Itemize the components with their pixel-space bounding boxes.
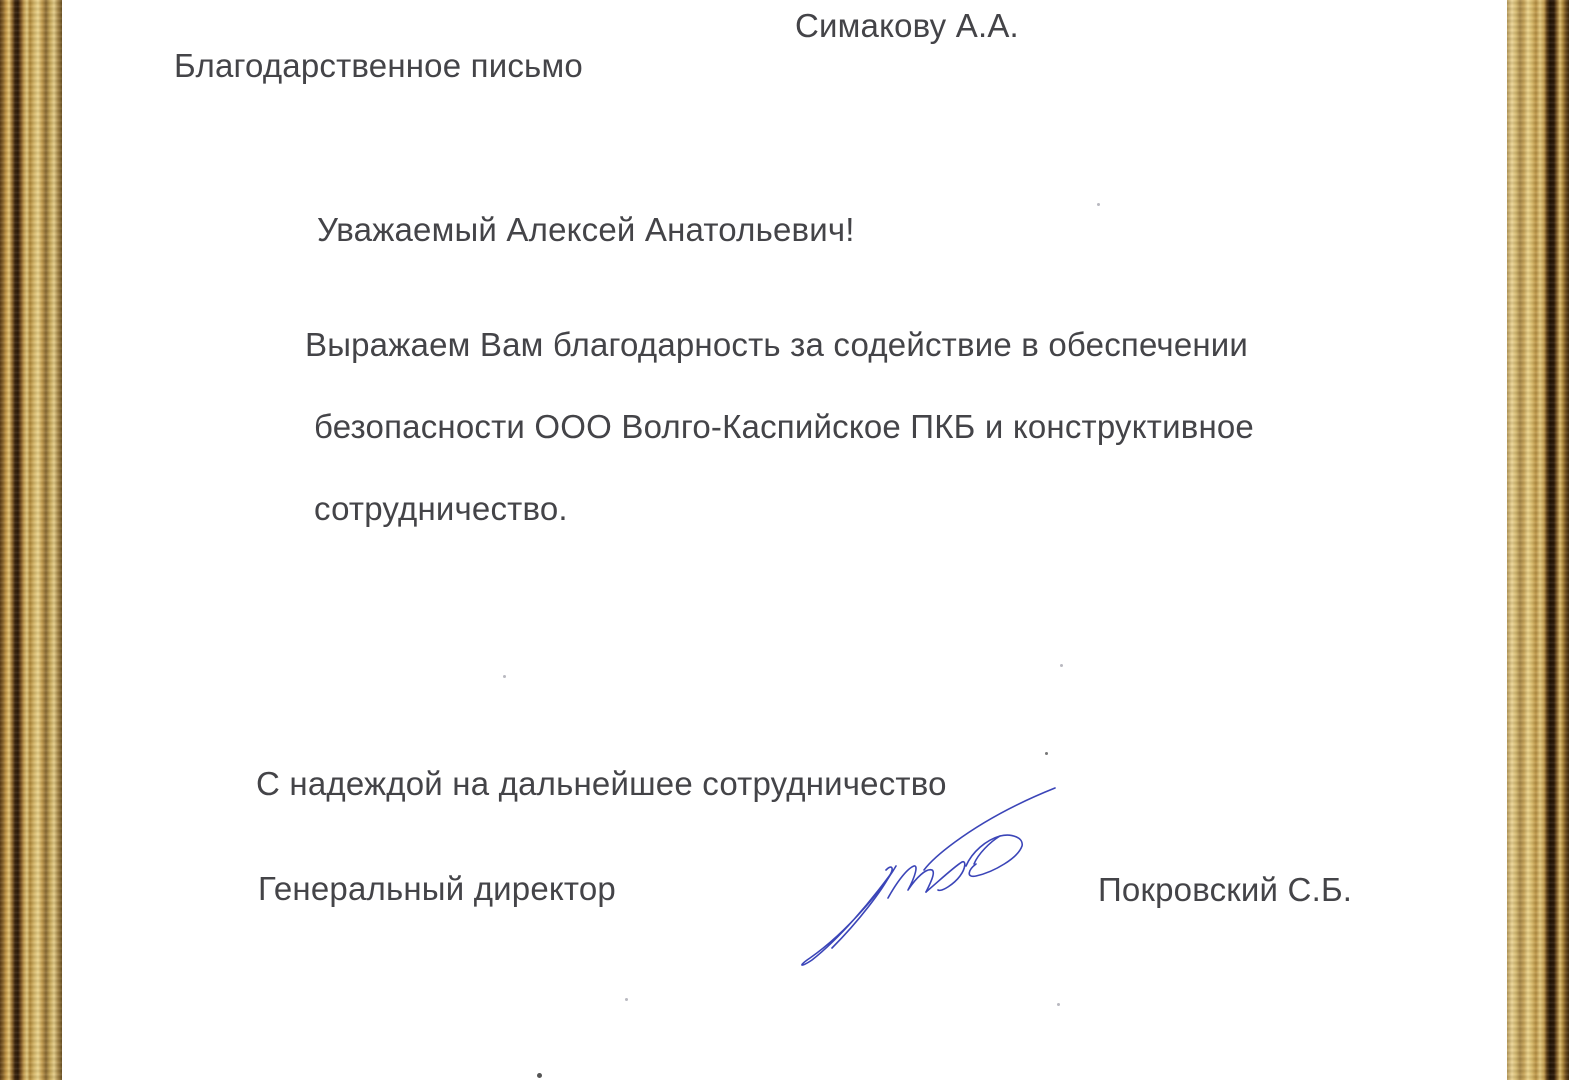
scan-speck [1057, 1003, 1060, 1006]
scan-speck [1060, 664, 1063, 667]
letter-heading: Благодарственное письмо [174, 47, 583, 84]
body-line-2: безопасности ООО Волго-Каспийское ПКБ и конструктивное [314, 408, 1254, 445]
handwritten-signature-icon [790, 780, 1070, 975]
signer-name: Покровский С.Б. [1098, 871, 1353, 908]
gold-frame-left [0, 0, 62, 1080]
scan-speck [1097, 203, 1100, 206]
gold-frame-right [1507, 0, 1569, 1080]
addressee: Симакову А.А. [795, 7, 1019, 44]
body-line-3: сотрудничество. [314, 490, 568, 527]
scan-speck [503, 675, 506, 678]
scan-speck [625, 998, 628, 1001]
scan-speck [1045, 752, 1048, 755]
salutation: Уважаемый Алексей Анатольевич! [317, 211, 855, 248]
scan-speck [537, 1073, 542, 1078]
closing-line: С надеждой на дальнейшее сотрудничество [256, 765, 947, 802]
signer-title: Генеральный директор [258, 870, 616, 907]
body-line-1: Выражаем Вам благодарность за содействие в обеспечении [305, 326, 1249, 363]
